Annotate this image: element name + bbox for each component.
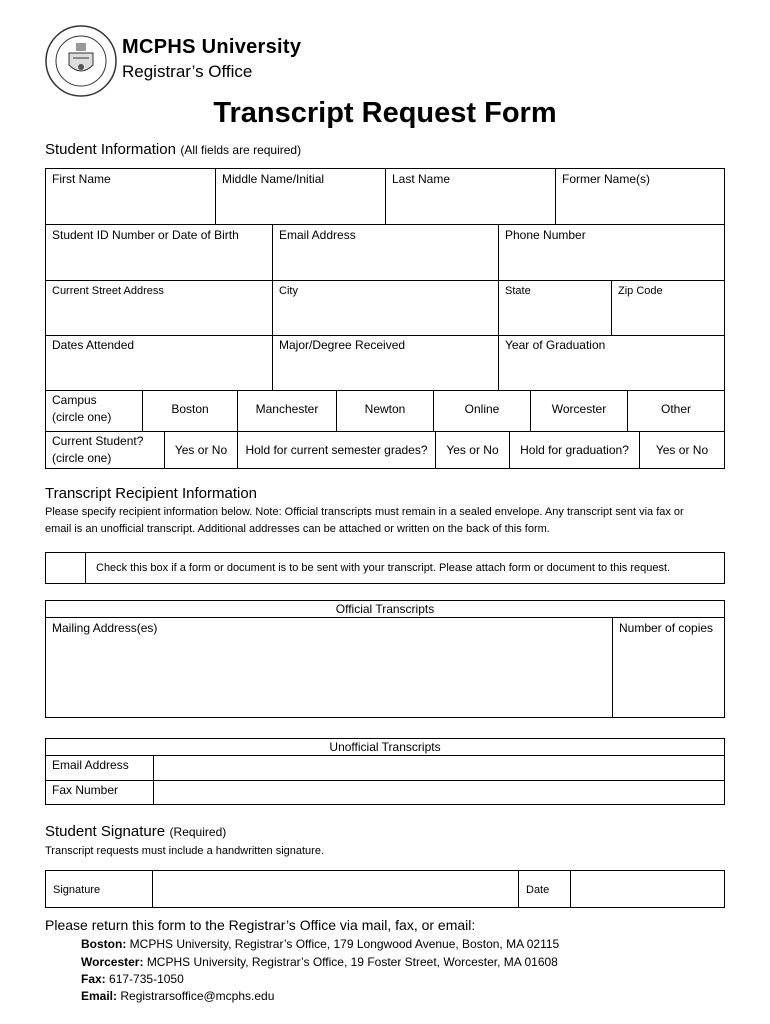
copies-label: Number of copies <box>619 621 714 635</box>
current-student-label: Current Student? <box>52 434 144 448</box>
footer-boston <box>81 936 559 953</box>
university-seal <box>45 25 117 97</box>
former-names-label: Former Name(s) <box>562 172 651 186</box>
hold-semester-label: Hold for current semester grades? <box>245 443 428 457</box>
campus-option-manchester[interactable] <box>237 390 337 432</box>
city-label: City <box>279 285 298 297</box>
campus-option-online[interactable] <box>433 390 531 432</box>
yes-no-label: Yes or No <box>446 443 499 457</box>
unofficial-fax-input[interactable] <box>153 780 725 805</box>
fax-number: 617-735-1050 <box>109 972 184 986</box>
hold-graduation-label-cell <box>509 431 640 469</box>
unofficial-fax-label: Fax Number <box>52 783 119 797</box>
attach-text-cell <box>85 552 725 584</box>
attach-text: Check this box if a form or document is to be sent with your transcript. Please attach form or document to this request. <box>96 562 671 574</box>
hold-semester-label-cell <box>237 431 436 469</box>
office-name: Registrar’s Office <box>122 62 253 81</box>
grad-year-field[interactable] <box>498 335 725 391</box>
email-label: Email Address <box>279 228 356 242</box>
student-id-field[interactable] <box>45 224 273 281</box>
recipient-note-line1: Please specify recipient information below. Note: Official transcripts must remain in a sealed envelope. Any transcript sent via fax or <box>45 506 684 518</box>
university-name: MCPHS University <box>122 36 302 58</box>
campus-option-label: Manchester <box>255 402 319 416</box>
campus-option-label: Online <box>464 402 500 416</box>
official-heading: Official Transcripts <box>335 602 435 616</box>
campus-option-label: Boston <box>171 402 209 416</box>
yes-no-label: Yes or No <box>655 443 709 457</box>
unofficial-fax-label-cell <box>45 780 154 805</box>
boston-label: Boston: <box>81 937 127 951</box>
first-name-label: First Name <box>52 172 111 186</box>
email-link[interactable]: Registrarsoffice@mcphs.edu <box>120 989 275 1003</box>
zip-field[interactable] <box>611 280 725 336</box>
street-address-field[interactable] <box>45 280 273 336</box>
footer-email <box>81 988 274 1005</box>
boston-address: MCPHS University, Registrar’s Office, 179 Longwood Avenue, Boston, MA 02115 <box>129 937 560 951</box>
mailing-address-field[interactable] <box>45 617 613 718</box>
former-names-field[interactable] <box>555 168 725 225</box>
signature-heading <box>45 823 226 841</box>
city-field[interactable] <box>272 280 499 336</box>
date-label: Date <box>526 884 550 896</box>
attach-checkbox[interactable] <box>45 552 86 584</box>
campus-option-worcester[interactable] <box>530 390 628 432</box>
signature-title: Student Signature <box>45 823 166 840</box>
email-field[interactable] <box>272 224 499 281</box>
mailing-address-label: Mailing Address(es) <box>52 621 158 635</box>
last-name-label: Last Name <box>392 172 451 186</box>
footer-worcester <box>81 954 558 971</box>
campus-option-other[interactable] <box>627 390 725 432</box>
major-field[interactable] <box>272 335 499 391</box>
fax-label: Fax: <box>81 972 106 986</box>
student-id-label: Student ID Number or Date of Birth <box>52 228 239 242</box>
street-address-label: Current Street Address <box>52 285 164 297</box>
email-label: Email: <box>81 989 118 1003</box>
student-info-heading <box>45 141 301 159</box>
current-student-circle-label: (circle one) <box>52 451 112 465</box>
current-student-label-cell <box>45 431 165 469</box>
signature-input[interactable] <box>152 870 519 908</box>
grad-year-label: Year of Graduation <box>505 338 606 352</box>
copies-field[interactable] <box>612 617 725 718</box>
date-input[interactable] <box>570 870 725 908</box>
campus-option-label: Other <box>660 402 691 416</box>
hold-graduation-yes-no[interactable] <box>639 431 725 469</box>
dates-attended-field[interactable] <box>45 335 273 391</box>
date-label-cell <box>518 870 571 908</box>
middle-name-label: Middle Name/Initial <box>222 172 325 186</box>
signature-required: (Required) <box>169 825 227 839</box>
campus-option-label: Newton <box>364 402 406 416</box>
unofficial-email-label: Email Address <box>52 758 129 772</box>
middle-name-field[interactable] <box>215 168 386 225</box>
yes-no-label: Yes or No <box>174 443 228 457</box>
campus-circle-label: (circle one) <box>52 410 112 424</box>
worcester-address: MCPHS University, Registrar’s Office, 19 Foster Street, Worcester, MA 01608 <box>146 955 558 969</box>
signature-label: Signature <box>53 884 101 896</box>
state-label: State <box>505 285 531 297</box>
hold-graduation-label: Hold for graduation? <box>520 443 629 457</box>
dates-attended-label: Dates Attended <box>52 338 135 352</box>
campus-option-label: Worcester <box>551 402 607 416</box>
unofficial-email-label-cell <box>45 755 154 781</box>
unofficial-email-input[interactable] <box>153 755 725 781</box>
campus-label-cell <box>45 390 143 432</box>
campus-option-newton[interactable] <box>336 390 434 432</box>
campus-option-boston[interactable] <box>142 390 238 432</box>
signature-note: Transcript requests must include a handwritten signature. <box>45 845 325 857</box>
unofficial-heading: Unofficial Transcripts <box>329 740 441 754</box>
recipient-heading: Transcript Recipient Information <box>45 485 258 502</box>
footer-intro: Please return this form to the Registrar’s Office via mail, fax, or email: <box>45 917 476 933</box>
official-heading-cell <box>45 600 725 618</box>
student-info-note: (All fields are required) <box>180 143 302 157</box>
last-name-field[interactable] <box>385 168 556 225</box>
current-student-yes-no[interactable] <box>164 431 238 469</box>
signature-label-cell <box>45 870 153 908</box>
zip-label: Zip Code <box>618 285 663 297</box>
recipient-note-line2: email is an unofficial transcript. Additional addresses can be attached or written on the back of this form. <box>45 523 550 535</box>
first-name-field[interactable] <box>45 168 216 225</box>
campus-label: Campus <box>52 393 97 407</box>
phone-label: Phone Number <box>505 228 586 242</box>
phone-field[interactable] <box>498 224 725 281</box>
major-label: Major/Degree Received <box>279 338 406 352</box>
state-field[interactable] <box>498 280 612 336</box>
student-info-title: Student Information <box>45 141 176 158</box>
hold-semester-yes-no[interactable] <box>435 431 510 469</box>
page-title: Transcript Request Form <box>213 97 557 129</box>
unofficial-heading-cell <box>45 738 725 756</box>
footer-fax <box>81 971 184 988</box>
worcester-label: Worcester: <box>81 955 144 969</box>
